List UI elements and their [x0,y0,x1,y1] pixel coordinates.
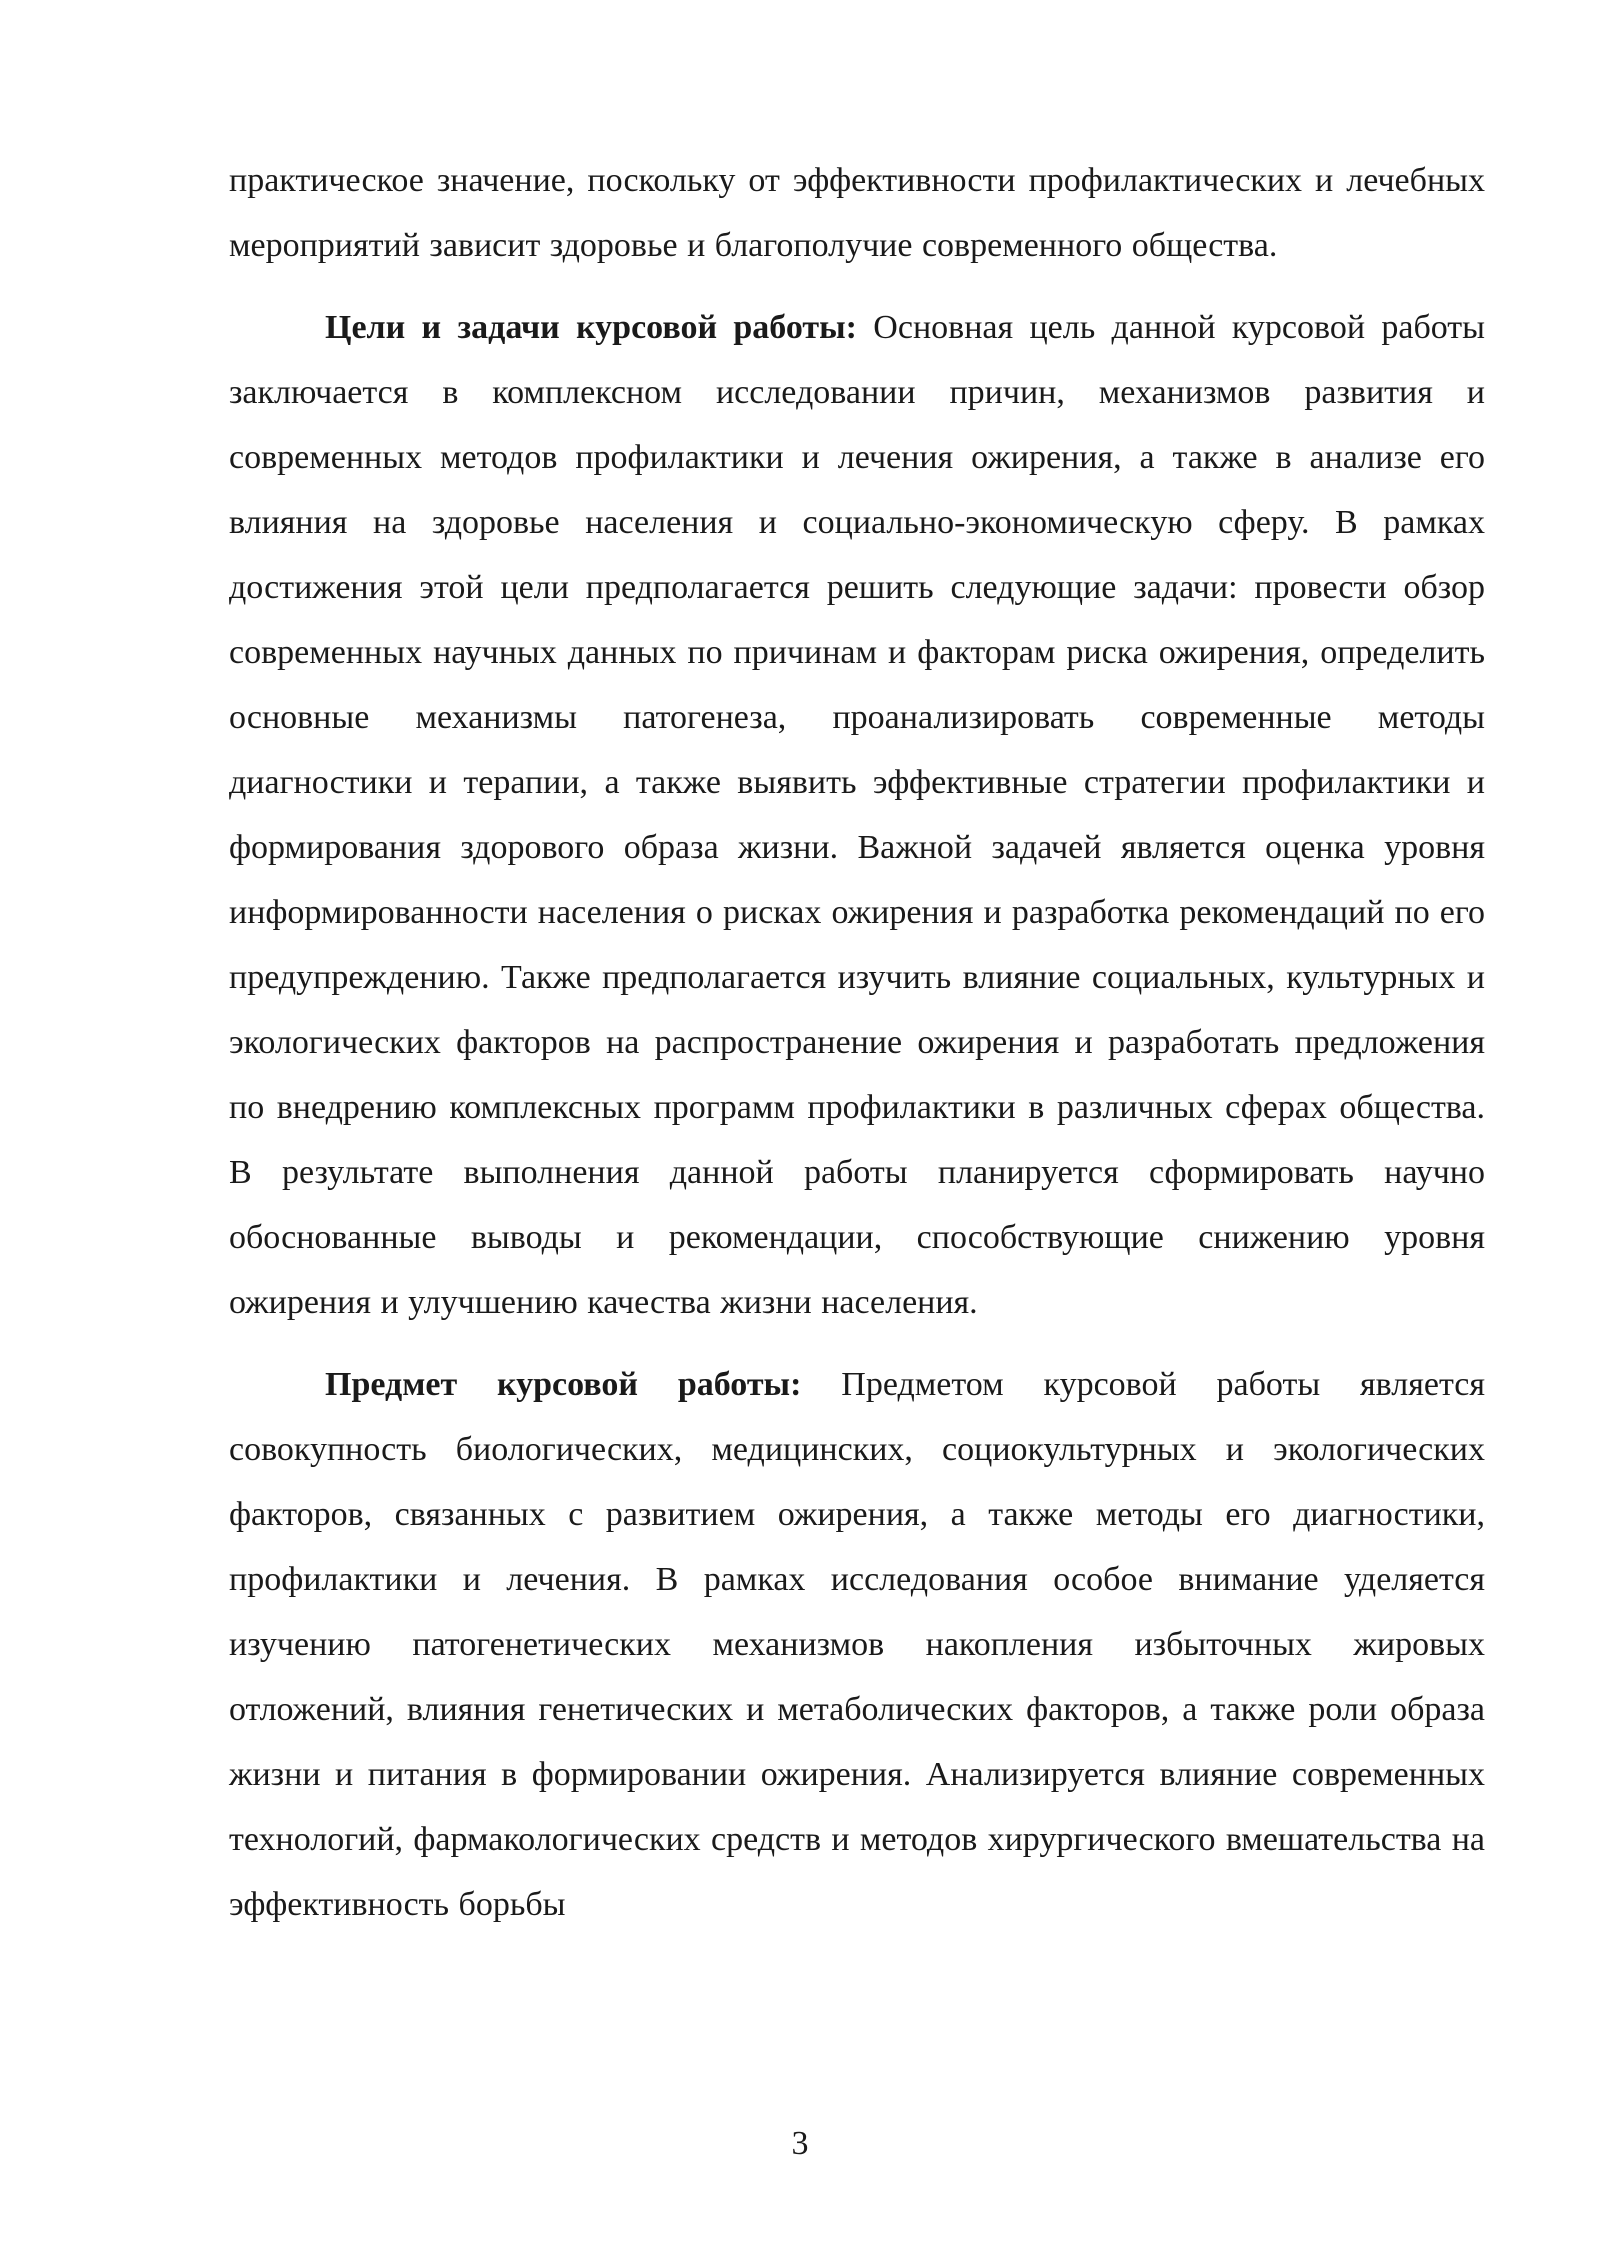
page-number: 3 [791,2125,809,2162]
paragraph-text: Предметом курсовой работы является совокупность биологических, медицинских, социокультурных и экологических факторов, связанных с развитием ожирения, а также методы его диагностики, профилактики и лечения. В рамках исследования особое внимание уделяется изучению патогенетических механизмов накопления избыточных жировых отложений, влияния генетических и метаболических факторов, а также роли образа жизни и питания в формировании ожирения. Анализируется влияние современных технологий, фармакологических средств и методов хирургического вмешательства на эффективность борьбы [229,1366,1485,1923]
paragraph-goals [229,295,1485,1335]
document-page [229,148,1485,1937]
paragraph-text: Основная цель данной курсовой работы заключается в комплексном исследовании причин, механизмов развития и современных методов профилактики и лечения ожирения, а также в анализе его влияния на здоровье населения и социально-экономическую сферу. В рамках достижения этой цели предполагается решить следующие задачи: провести обзор современных научных данных по причинам и факторам риска ожирения, определить основные механизмы патогенеза, проанализировать современные методы диагностики и терапии, а также выявить эффективные стратегии профилактики и формирования здорового образа жизни. Важной задачей является оценка уровня информированности населения о рисках ожирения и разработка рекомендаций по его предупреждению. Также предполагается изучить влияние социальных, культурных и экологических факторов на распространение ожирения и разработать предложения по внедрению комплексных программ профилактики в различных сферах общества. В результате выполнения данной работы планируется сформировать научно обоснованные выводы и рекомендации, способствующие снижению уровня ожирения и улучшению качества жизни населения. [229,309,1485,1321]
paragraph-heading-subject: Предмет курсовой работы: [325,1366,802,1403]
paragraph-text: практическое значение, поскольку от эффективности профилактических и лечебных мероприятий зависит здоровье и благополучие современного общества. [229,162,1485,264]
paragraph-continuation [229,148,1485,278]
paragraph-heading-goals: Цели и задачи курсовой работы: [325,309,857,346]
paragraph-subject [229,1352,1485,1937]
